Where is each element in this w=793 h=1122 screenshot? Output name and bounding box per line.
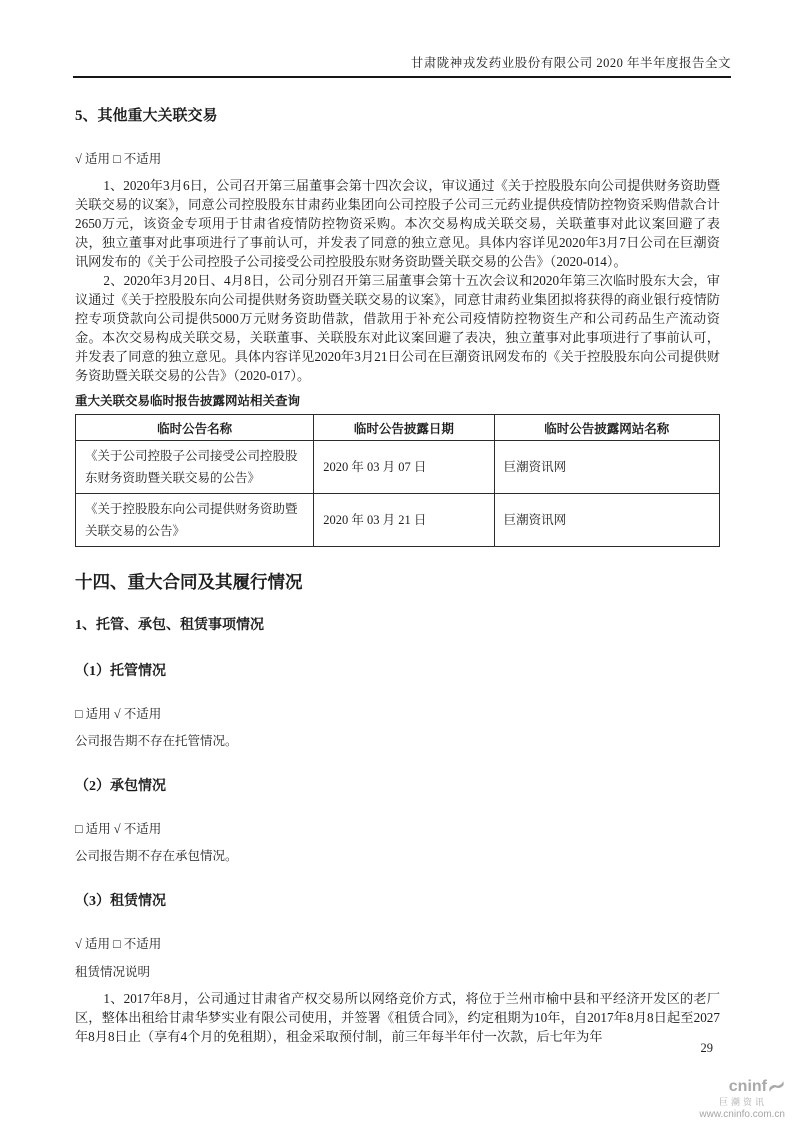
contracting-heading: （2）承包情况 — [75, 779, 166, 794]
table-row — [76, 441, 720, 494]
announcement-name-cell: 《关于公司控股子公司接受公司控股股东财务资助暨关联交易的公告》 — [76, 441, 314, 494]
announcement-name-cell: 《关于控股股东向公司提供财务资助暨关联交易的公告》 — [76, 494, 314, 547]
page-content — [75, 96, 720, 1046]
disclosure-table — [75, 414, 720, 547]
custody-applicability: □ 适用 √ 不适用 — [75, 707, 162, 721]
cninfo-chinese-name: 巨潮资讯 — [718, 1097, 767, 1107]
leasing-paragraph: 1、2017年8月，公司通过甘肃省产权交易所以网络竞价方式，将位于兰州市榆中县和平经济开发区的老厂区，整体出租给甘肃华梦实业有限公司使用，并签署《租赁合同》，约定租期为10年，自2017年8月8日起至2027年8月8日止（享有4个月的免租期），租金采取预付制，前三年每半年付一次款，后七年为年 — [75, 991, 720, 1044]
cninfo-brand-row — [667, 1078, 785, 1095]
contracting-note: 公司报告期不存在承包情况。 — [75, 849, 238, 863]
cninfo-brand-text: cninf — [728, 1077, 767, 1095]
disclosure-date-cell: 2020 年 03 月 21 日 — [314, 494, 494, 547]
leasing-heading: （3）租赁情况 — [75, 894, 166, 909]
disclosure-date-cell: 2020 年 03 月 07 日 — [314, 441, 494, 494]
table-header-announcement-name: 临时公告名称 — [76, 415, 314, 441]
custody-heading: （1）托管情况 — [75, 664, 166, 679]
section-5-paragraph-1: 1、2020年3月6日，公司召开第三届董事会第十四次会议，审议通过《关于控股股东向公司提供财务资助暨关联交易的议案》，同意公司控股股东甘肃药业集团向公司控股子公司三元药业提供疫情防控物资采购借款合计2650万元，该资金专项用于甘肃省疫情防控物资采购。本次交易构成关联交易，关联董事对此议案回避了表决，独立董事对此事项进行了事前认可，并发表了同意的独立意见。具体内容详见2020年3月7日公司在巨潮资讯网发布的《关于公司控股子公司接受公司控股股东财务资助暨关联交易的公告》（2020-014）。 — [75, 178, 720, 269]
page-number: 29 — [700, 1041, 713, 1055]
leasing-applicability: √ 适用 □ 不适用 — [75, 937, 162, 951]
section-5-paragraph-2: 2、2020年3月20日、4月8日，公司分别召开第三届董事会第十五次会议和2020年第三次临时股东大会，审议通过《关于控股股东向公司提供财务资助暨关联交易的议案》，同意甘肃药业集团拟将获得的商业银行疫情防控专项贷款向公司提供5000万元财务资助借款，借款用于补充公司疫情防控物资生产和公司药品生产流动资金。本次交易构成关联交易，关联董事、关联股东对此议案回避了表决，独立董事对此事项进行了事前认可，并发表了同意的独立意见。具体内容详见2020年3月21日公司在巨潮资讯网发布的《关于控股股东向公司提供财务资助暨关联交易的公告》（2020-017）。 — [75, 273, 720, 383]
section-5-heading: 5、其他重大关联交易 — [75, 108, 218, 124]
document-header-title: 甘肃陇神戎发药业股份有限公司 2020 年半年度报告全文 — [73, 53, 731, 78]
table-header-disclosure-date: 临时公告披露日期 — [314, 415, 494, 441]
cninfo-swirl-icon — [768, 1078, 785, 1095]
contracting-applicability: □ 适用 √ 不适用 — [75, 822, 162, 836]
disclosure-site-cell: 巨潮资讯网 — [494, 441, 719, 494]
cninfo-watermark — [667, 1078, 785, 1120]
disclosure-table-caption: 重大关联交易临时报告披露网站相关查询 — [75, 394, 301, 408]
cninfo-url: www.cninfo.com.cn — [699, 1109, 785, 1120]
table-header-disclosure-site: 临时公告披露网站名称 — [494, 415, 719, 441]
custody-note: 公司报告期不存在托管情况。 — [75, 734, 238, 748]
section-14-sub-heading: 1、托管、承包、租赁事项情况 — [75, 618, 264, 633]
table-header-row — [76, 415, 720, 441]
leasing-note-label: 租赁情况说明 — [75, 965, 151, 979]
section-5-applicability: √ 适用 □ 不适用 — [75, 152, 162, 166]
table-row — [76, 494, 720, 547]
section-14-heading: 十四、重大合同及其履行情况 — [75, 572, 303, 592]
disclosure-site-cell: 巨潮资讯网 — [494, 494, 719, 547]
